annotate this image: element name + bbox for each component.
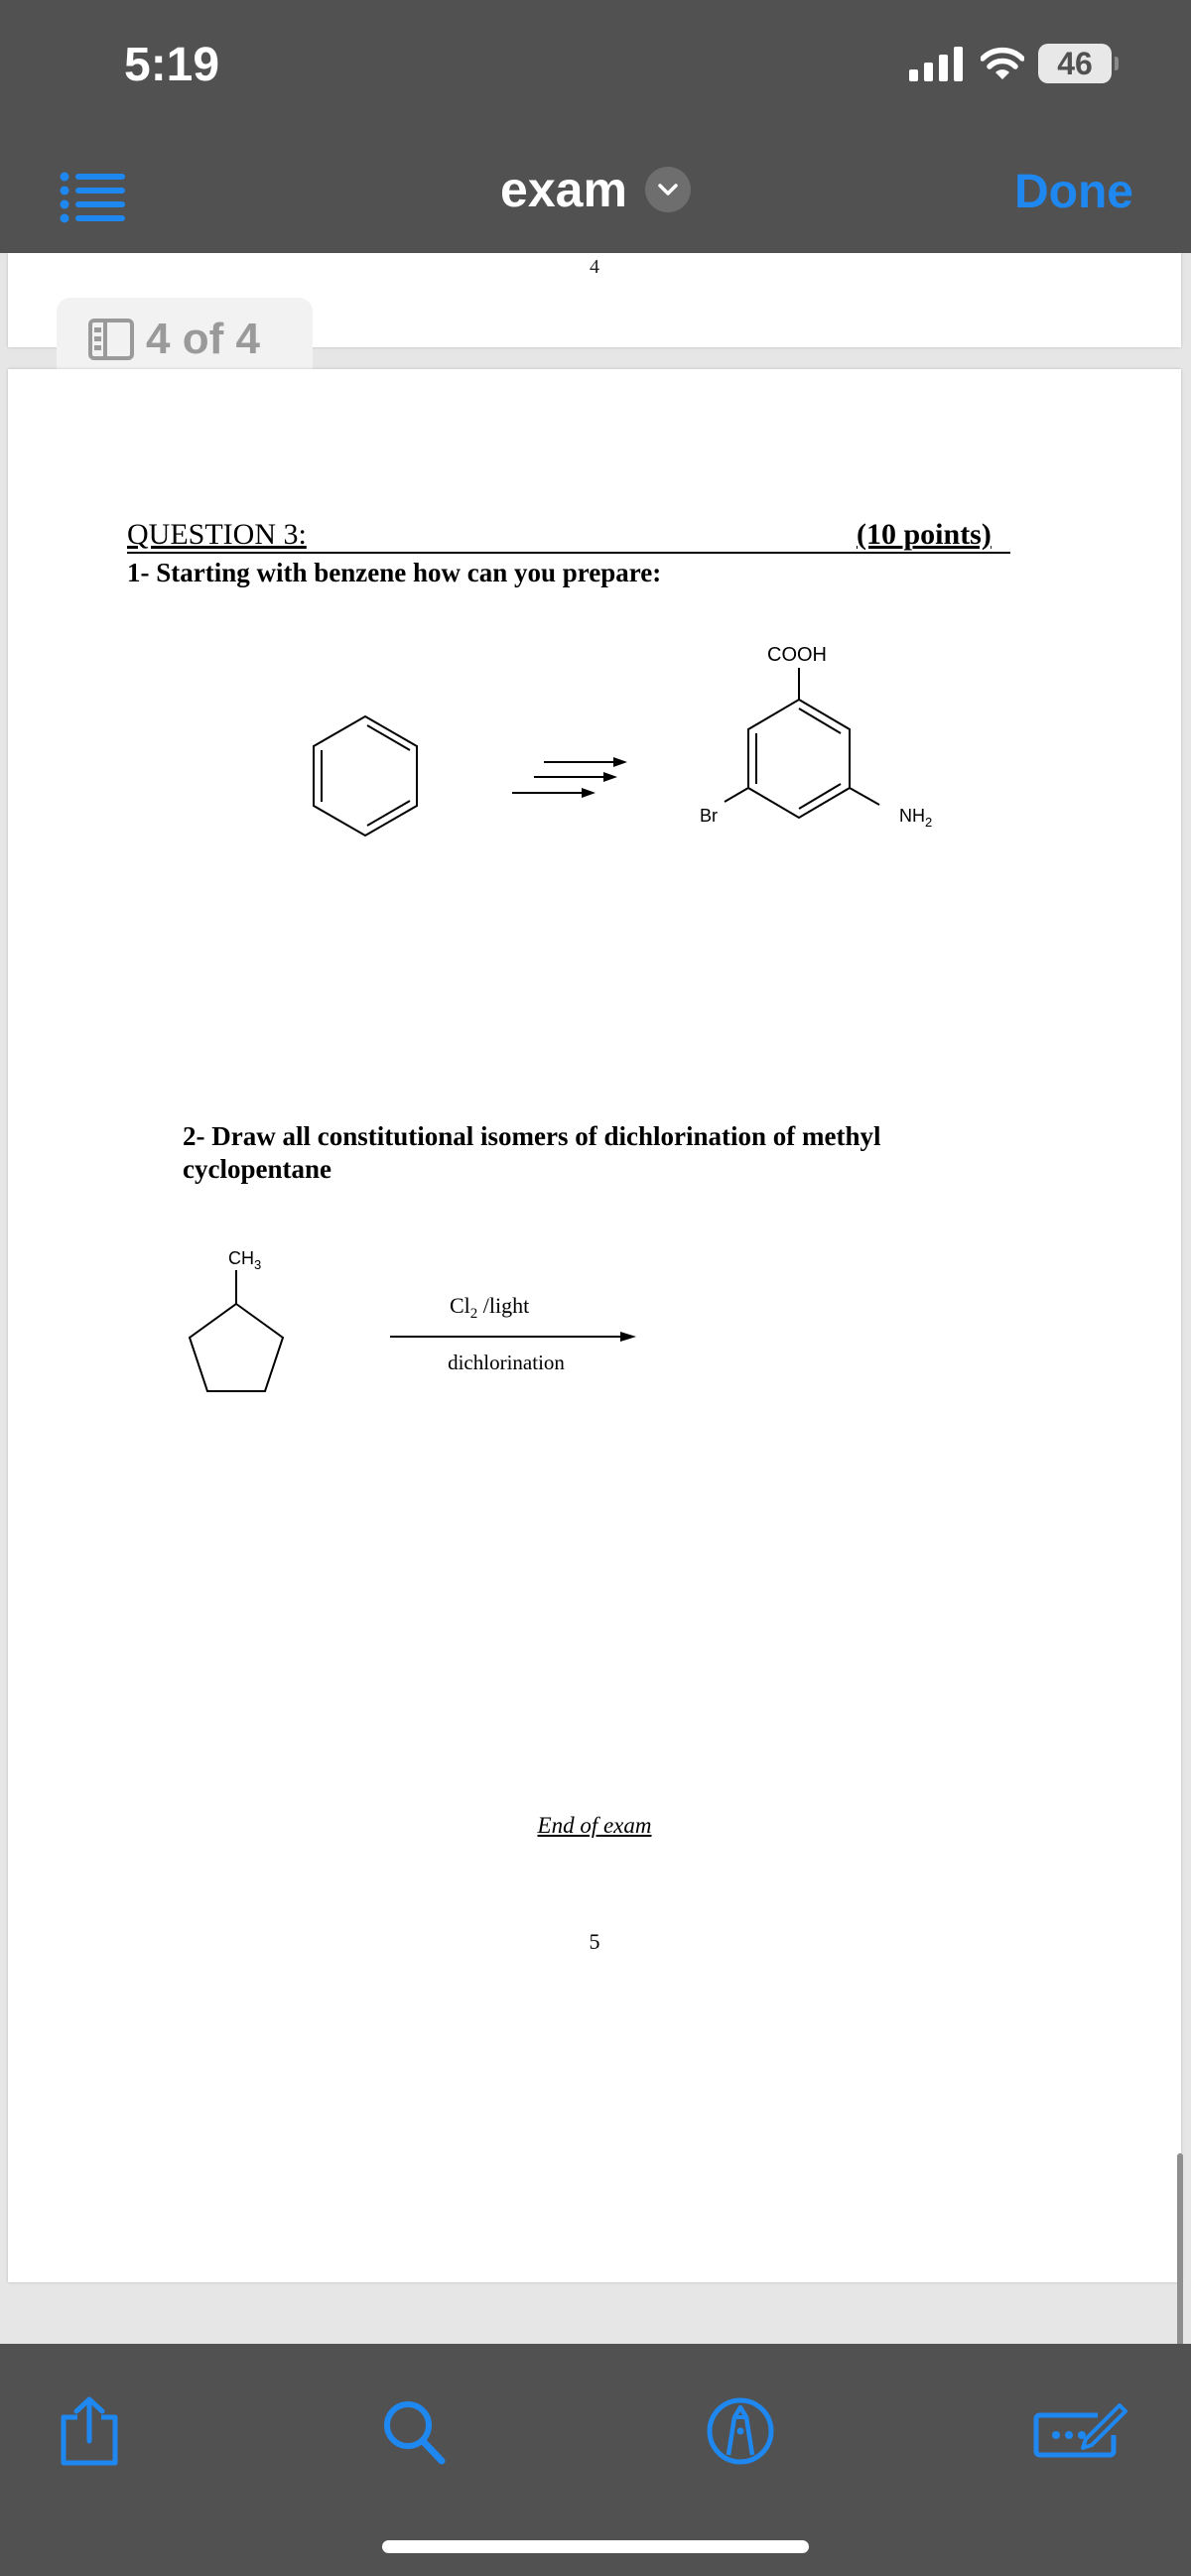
cellular-signal-icon xyxy=(909,46,967,81)
document-viewer[interactable] xyxy=(0,253,1191,2344)
previous-page-number: 4 xyxy=(590,256,599,278)
page-indicator xyxy=(57,298,313,380)
nh2-label: $NH_2$ xyxy=(899,806,933,830)
status-icons xyxy=(909,42,1112,85)
question-2-text: 2- Draw all constitutional isomers of dichlorination of methyl cyclopentane xyxy=(183,1121,881,1184)
done-button[interactable]: Done xyxy=(1014,166,1133,218)
cooh-label: COOH xyxy=(767,644,827,666)
end-of-exam-text: End of exam xyxy=(537,1813,652,1838)
page-thumbnail-icon xyxy=(88,319,134,360)
methylcyclopentane-structure xyxy=(167,1232,316,1401)
multistep-arrows xyxy=(504,751,633,811)
ch3-label: $CH_3$ xyxy=(228,1248,262,1272)
current-page xyxy=(8,369,1181,2282)
search-icon xyxy=(380,2395,448,2467)
benzene-structure xyxy=(301,707,430,845)
vertical-scrollbar[interactable] xyxy=(1177,2153,1183,2344)
reaction-arrow xyxy=(375,1282,643,1391)
markup-button[interactable] xyxy=(705,2395,776,2472)
page-indicator-label: 4 of 4 xyxy=(146,314,260,363)
br-label: Br xyxy=(700,806,718,826)
status-time: 5:19 xyxy=(124,39,220,91)
page-number: 5 xyxy=(589,1929,600,1954)
home-indicator[interactable] xyxy=(382,2540,809,2553)
edit-button[interactable] xyxy=(1032,2395,1129,2472)
question-points: (10 points) xyxy=(857,518,992,551)
share-icon xyxy=(58,2395,121,2467)
battery-icon: 46 xyxy=(1038,44,1112,83)
question-title: QUESTION 3: xyxy=(127,518,307,551)
wifi-icon xyxy=(981,46,1024,81)
document-title: exam xyxy=(500,162,627,217)
reagent-label: $Cl_2$ /light xyxy=(450,1293,530,1322)
edit-icon xyxy=(1032,2395,1129,2467)
product-structure xyxy=(653,632,971,885)
search-button[interactable] xyxy=(380,2395,448,2472)
document-title-menu[interactable] xyxy=(500,161,691,218)
share-button[interactable] xyxy=(58,2395,121,2472)
markup-icon xyxy=(705,2395,776,2467)
status-bar xyxy=(0,0,1191,139)
question-divider xyxy=(127,552,1010,554)
question-1-text: 1- Starting with benzene how can you prepare: xyxy=(127,558,662,587)
nav-bar xyxy=(0,139,1191,253)
chevron-down-icon xyxy=(645,167,691,212)
condition-label: dichlorination xyxy=(448,1351,565,1374)
